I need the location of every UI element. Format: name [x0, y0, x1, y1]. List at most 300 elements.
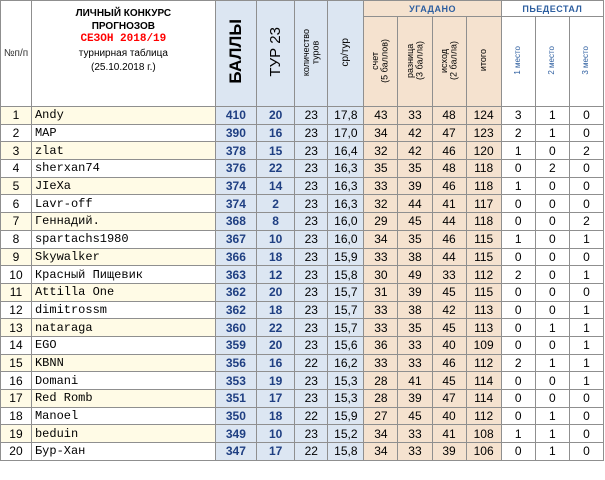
- table-row: [1, 354, 604, 372]
- place1-cell: 0: [501, 390, 535, 408]
- row-number: 10: [1, 266, 32, 284]
- avg-cell: 15,6: [328, 336, 364, 354]
- avg-cell: 15,8: [328, 266, 364, 284]
- tour-cell: 8: [257, 213, 295, 231]
- total-cell: 108: [466, 425, 501, 443]
- diff-cell: 45: [398, 213, 432, 231]
- diff-cell: 33: [398, 354, 432, 372]
- outcome-cell: 46: [432, 177, 466, 195]
- place1-cell: 0: [501, 195, 535, 213]
- header-row: [1, 1, 604, 17]
- score-cell: 34: [364, 124, 398, 142]
- points-cell: 356: [215, 354, 256, 372]
- place1-cell: 1: [501, 230, 535, 248]
- points-cell: 374: [215, 177, 256, 195]
- tour-cell: 20: [257, 336, 295, 354]
- tours-count-cell: 23: [295, 124, 328, 142]
- diff-cell: 33: [398, 336, 432, 354]
- row-number: 3: [1, 142, 32, 160]
- participant-name: Red Romb: [31, 390, 215, 408]
- participant-name: dimitrossm: [31, 301, 215, 319]
- table-title: [31, 1, 215, 107]
- participant-name: Manoel: [31, 407, 215, 425]
- diff-header: разница (3 балла): [398, 17, 432, 107]
- total-cell: 123: [466, 124, 501, 142]
- place3-cell: 1: [569, 354, 603, 372]
- podium-group-header: ПЬЕДЕСТАЛ: [501, 1, 603, 17]
- avg-cell: 17,0: [328, 124, 364, 142]
- total-cell: 113: [466, 301, 501, 319]
- points-cell: 363: [215, 266, 256, 284]
- outcome-cell: 45: [432, 283, 466, 301]
- avg-cell: 15,9: [328, 248, 364, 266]
- points-cell: 359: [215, 336, 256, 354]
- place3-cell: 1: [569, 266, 603, 284]
- points-cell: 367: [215, 230, 256, 248]
- diff-cell: 35: [398, 319, 432, 337]
- table-row: [1, 230, 604, 248]
- participant-name: EGO: [31, 336, 215, 354]
- avg-cell: 15,3: [328, 390, 364, 408]
- num-header: №п/п: [1, 1, 32, 107]
- avg-header: ср/тур: [328, 1, 364, 107]
- place1-cell: 0: [501, 443, 535, 461]
- place2-cell: 0: [535, 177, 569, 195]
- score-cell: 33: [364, 248, 398, 266]
- participant-name: Бур-Хан: [31, 443, 215, 461]
- outcome-cell: 48: [432, 160, 466, 178]
- tour-cell: 16: [257, 354, 295, 372]
- score-cell: 27: [364, 407, 398, 425]
- tours-count-cell: 23: [295, 160, 328, 178]
- total-cell: 115: [466, 248, 501, 266]
- place3-cell: 0: [569, 160, 603, 178]
- row-number: 18: [1, 407, 32, 425]
- avg-cell: 17,8: [328, 107, 364, 125]
- outcome-cell: 39: [432, 443, 466, 461]
- row-number: 8: [1, 230, 32, 248]
- place2-cell: 2: [535, 160, 569, 178]
- place1-cell: 0: [501, 336, 535, 354]
- tour-cell: 22: [257, 160, 295, 178]
- diff-cell: 35: [398, 160, 432, 178]
- diff-cell: 45: [398, 407, 432, 425]
- tour-cell: 18: [257, 301, 295, 319]
- place1-cell: 3: [501, 107, 535, 125]
- row-number: 15: [1, 354, 32, 372]
- diff-cell: 42: [398, 124, 432, 142]
- place3-cell: 1: [569, 319, 603, 337]
- total-cell: 112: [466, 407, 501, 425]
- tours-count-cell: 23: [295, 372, 328, 390]
- diff-cell: 39: [398, 177, 432, 195]
- avg-cell: 16,3: [328, 177, 364, 195]
- participant-name: Skywalker: [31, 248, 215, 266]
- score-cell: 34: [364, 443, 398, 461]
- points-cell: 378: [215, 142, 256, 160]
- points-cell: 366: [215, 248, 256, 266]
- table-row: [1, 319, 604, 337]
- diff-cell: 33: [398, 107, 432, 125]
- score-cell: 34: [364, 230, 398, 248]
- place1-cell: 0: [501, 248, 535, 266]
- tours-count-cell: 22: [295, 407, 328, 425]
- points-cell: 374: [215, 195, 256, 213]
- table-row: [1, 124, 604, 142]
- tour-cell: 22: [257, 319, 295, 337]
- place1-cell: 1: [501, 177, 535, 195]
- diff-cell: 39: [398, 390, 432, 408]
- diff-cell: 39: [398, 283, 432, 301]
- tour-cell: 12: [257, 266, 295, 284]
- outcome-cell: 45: [432, 319, 466, 337]
- tours-count-cell: 23: [295, 142, 328, 160]
- place3-cell: 0: [569, 124, 603, 142]
- score-cell: 31: [364, 283, 398, 301]
- season-label: СЕЗОН 2018/19: [80, 33, 167, 45]
- points-cell: 390: [215, 124, 256, 142]
- avg-cell: 15,7: [328, 301, 364, 319]
- outcome-cell: 46: [432, 354, 466, 372]
- total-cell: 120: [466, 142, 501, 160]
- place3-cell: 1: [569, 372, 603, 390]
- diff-cell: 38: [398, 248, 432, 266]
- place3-cell: 0: [569, 195, 603, 213]
- points-cell: 362: [215, 301, 256, 319]
- score-cell: 34: [364, 425, 398, 443]
- place1-cell: 2: [501, 354, 535, 372]
- row-number: 16: [1, 372, 32, 390]
- avg-cell: 15,8: [328, 443, 364, 461]
- points-cell: 350: [215, 407, 256, 425]
- total-cell: 118: [466, 213, 501, 231]
- avg-cell: 16,0: [328, 213, 364, 231]
- avg-cell: 16,3: [328, 195, 364, 213]
- row-number: 11: [1, 283, 32, 301]
- participant-name: MAP: [31, 124, 215, 142]
- subtitle-line-1: турнирная таблица: [78, 48, 168, 59]
- total-cell: 112: [466, 354, 501, 372]
- tours-count-cell: 23: [295, 213, 328, 231]
- participant-name: JIeXa: [31, 177, 215, 195]
- avg-cell: 16,2: [328, 354, 364, 372]
- outcome-cell: 47: [432, 124, 466, 142]
- points-cell: 349: [215, 425, 256, 443]
- diff-cell: 35: [398, 230, 432, 248]
- tours-count-cell: 23: [295, 390, 328, 408]
- place3-cell: 0: [569, 177, 603, 195]
- score-cell: 33: [364, 177, 398, 195]
- row-number: 17: [1, 390, 32, 408]
- avg-cell: 16,0: [328, 230, 364, 248]
- place1-cell: 0: [501, 319, 535, 337]
- table-row: [1, 301, 604, 319]
- score-cell: 28: [364, 390, 398, 408]
- score-cell: 28: [364, 372, 398, 390]
- tour-cell: 2: [257, 195, 295, 213]
- place2-cell: 1: [535, 319, 569, 337]
- outcome-cell: 40: [432, 336, 466, 354]
- participant-name: Геннадий.: [31, 213, 215, 231]
- place2-cell: 0: [535, 248, 569, 266]
- place3-cell: 1: [569, 336, 603, 354]
- participant-name: sherxan74: [31, 160, 215, 178]
- diff-cell: 33: [398, 443, 432, 461]
- outcome-header: исход (2 балла): [432, 17, 466, 107]
- tours-count-header: количество туров: [295, 1, 328, 107]
- tour-cell: 15: [257, 142, 295, 160]
- place1-cell: 0: [501, 372, 535, 390]
- tours-count-cell: 23: [295, 230, 328, 248]
- row-number: 12: [1, 301, 32, 319]
- total-cell: 114: [466, 390, 501, 408]
- place3-cell: 0: [569, 407, 603, 425]
- place3-header: 3 место: [569, 17, 603, 107]
- tour-cell: 18: [257, 248, 295, 266]
- avg-cell: 15,7: [328, 283, 364, 301]
- points-cell: 368: [215, 213, 256, 231]
- score-cell: 33: [364, 319, 398, 337]
- participant-name: spartachs1980: [31, 230, 215, 248]
- avg-cell: 15,9: [328, 407, 364, 425]
- place3-cell: 1: [569, 301, 603, 319]
- score-cell: 30: [364, 266, 398, 284]
- place3-cell: 1: [569, 230, 603, 248]
- tour-cell: 20: [257, 283, 295, 301]
- points-cell: 376: [215, 160, 256, 178]
- table-row: [1, 248, 604, 266]
- table-row: [1, 213, 604, 231]
- participant-name: Lavr-off: [31, 195, 215, 213]
- outcome-cell: 46: [432, 142, 466, 160]
- place2-cell: 1: [535, 107, 569, 125]
- row-number: 19: [1, 425, 32, 443]
- total-cell: 118: [466, 177, 501, 195]
- row-number: 20: [1, 443, 32, 461]
- outcome-cell: 45: [432, 372, 466, 390]
- participant-name: nataraga: [31, 319, 215, 337]
- place2-cell: 0: [535, 213, 569, 231]
- place2-cell: 1: [535, 407, 569, 425]
- diff-cell: 38: [398, 301, 432, 319]
- avg-cell: 15,2: [328, 425, 364, 443]
- row-number: 9: [1, 248, 32, 266]
- place1-header: 1 место: [501, 17, 535, 107]
- row-number: 6: [1, 195, 32, 213]
- tour-cell: 10: [257, 425, 295, 443]
- tour-cell: 20: [257, 107, 295, 125]
- place2-cell: 1: [535, 443, 569, 461]
- place1-cell: 0: [501, 407, 535, 425]
- table-row: [1, 142, 604, 160]
- participant-name: Красный Пищевик: [31, 266, 215, 284]
- score-cell: 33: [364, 301, 398, 319]
- tour-header: ТУР 23: [257, 1, 295, 107]
- title-line-1: ЛИЧНЫЙ КОНКУРС: [75, 8, 172, 19]
- table-row: [1, 425, 604, 443]
- points-cell: 347: [215, 443, 256, 461]
- table-body: [1, 107, 604, 461]
- place2-header: 2 место: [535, 17, 569, 107]
- total-cell: 114: [466, 372, 501, 390]
- place2-cell: 1: [535, 124, 569, 142]
- participant-name: beduin: [31, 425, 215, 443]
- place1-cell: 0: [501, 283, 535, 301]
- table-row: [1, 407, 604, 425]
- table-row: [1, 160, 604, 178]
- row-number: 7: [1, 213, 32, 231]
- total-cell: 117: [466, 195, 501, 213]
- tours-count-cell: 23: [295, 319, 328, 337]
- avg-cell: 15,3: [328, 372, 364, 390]
- place2-cell: 0: [535, 195, 569, 213]
- place3-cell: 0: [569, 425, 603, 443]
- table-row: [1, 266, 604, 284]
- title-line-2: ПРОГНОЗОВ: [91, 21, 156, 32]
- place2-cell: 0: [535, 336, 569, 354]
- table-row: [1, 177, 604, 195]
- score-cell: 33: [364, 354, 398, 372]
- outcome-cell: 44: [432, 213, 466, 231]
- tour-cell: 17: [257, 390, 295, 408]
- outcome-cell: 41: [432, 425, 466, 443]
- row-number: 5: [1, 177, 32, 195]
- tour-cell: 16: [257, 124, 295, 142]
- tours-count-cell: 23: [295, 248, 328, 266]
- avg-cell: 15,7: [328, 319, 364, 337]
- outcome-cell: 44: [432, 248, 466, 266]
- total-cell: 109: [466, 336, 501, 354]
- place1-cell: 2: [501, 124, 535, 142]
- points-cell: 351: [215, 390, 256, 408]
- place2-cell: 0: [535, 372, 569, 390]
- diff-cell: 44: [398, 195, 432, 213]
- place2-cell: 0: [535, 230, 569, 248]
- score-cell: 35: [364, 160, 398, 178]
- tours-count-cell: 23: [295, 177, 328, 195]
- participant-name: KBNN: [31, 354, 215, 372]
- place3-cell: 0: [569, 248, 603, 266]
- tours-count-cell: 23: [295, 266, 328, 284]
- diff-cell: 41: [398, 372, 432, 390]
- points-cell: 410: [215, 107, 256, 125]
- tours-count-cell: 23: [295, 301, 328, 319]
- place3-cell: 2: [569, 142, 603, 160]
- tours-count-cell: 23: [295, 195, 328, 213]
- place3-cell: 0: [569, 107, 603, 125]
- score-cell: 32: [364, 195, 398, 213]
- avg-cell: 16,4: [328, 142, 364, 160]
- place2-cell: 0: [535, 301, 569, 319]
- total-header: итого: [466, 17, 501, 107]
- place3-cell: 0: [569, 390, 603, 408]
- diff-cell: 33: [398, 425, 432, 443]
- row-number: 4: [1, 160, 32, 178]
- points-cell: 353: [215, 372, 256, 390]
- table-row: [1, 107, 604, 125]
- table-row: [1, 443, 604, 461]
- outcome-cell: 42: [432, 301, 466, 319]
- table-row: [1, 336, 604, 354]
- total-cell: 115: [466, 230, 501, 248]
- total-cell: 115: [466, 283, 501, 301]
- outcome-cell: 33: [432, 266, 466, 284]
- place3-cell: 2: [569, 213, 603, 231]
- diff-cell: 42: [398, 142, 432, 160]
- total-cell: 112: [466, 266, 501, 284]
- place2-cell: 0: [535, 390, 569, 408]
- outcome-cell: 46: [432, 230, 466, 248]
- score-header: счет (5 баллов): [364, 17, 398, 107]
- tours-count-cell: 22: [295, 354, 328, 372]
- table-row: [1, 283, 604, 301]
- place1-cell: 0: [501, 301, 535, 319]
- participant-name: Attilla One: [31, 283, 215, 301]
- tours-count-cell: 22: [295, 443, 328, 461]
- outcome-cell: 48: [432, 107, 466, 125]
- outcome-cell: 41: [432, 195, 466, 213]
- place1-cell: 1: [501, 142, 535, 160]
- tour-cell: 18: [257, 407, 295, 425]
- table-row: [1, 390, 604, 408]
- total-cell: 113: [466, 319, 501, 337]
- place1-cell: 0: [501, 213, 535, 231]
- place2-cell: 0: [535, 283, 569, 301]
- row-number: 14: [1, 336, 32, 354]
- place2-cell: 0: [535, 266, 569, 284]
- place2-cell: 0: [535, 142, 569, 160]
- tour-cell: 14: [257, 177, 295, 195]
- participant-name: Andy: [31, 107, 215, 125]
- participant-name: Domani: [31, 372, 215, 390]
- place3-cell: 0: [569, 443, 603, 461]
- outcome-cell: 40: [432, 407, 466, 425]
- place2-cell: 1: [535, 425, 569, 443]
- total-cell: 124: [466, 107, 501, 125]
- tour-cell: 17: [257, 443, 295, 461]
- row-number: 1: [1, 107, 32, 125]
- table-row: [1, 372, 604, 390]
- score-cell: 36: [364, 336, 398, 354]
- tour-cell: 19: [257, 372, 295, 390]
- guessed-group-header: УГАДАНО: [364, 1, 501, 17]
- score-cell: 43: [364, 107, 398, 125]
- points-cell: 360: [215, 319, 256, 337]
- place1-cell: 0: [501, 160, 535, 178]
- tours-count-cell: 23: [295, 425, 328, 443]
- row-number: 13: [1, 319, 32, 337]
- tours-count-cell: 23: [295, 336, 328, 354]
- avg-cell: 16,3: [328, 160, 364, 178]
- diff-cell: 49: [398, 266, 432, 284]
- participant-name: zlat: [31, 142, 215, 160]
- table-row: [1, 195, 604, 213]
- points-cell: 362: [215, 283, 256, 301]
- place1-cell: 2: [501, 266, 535, 284]
- tours-count-cell: 23: [295, 283, 328, 301]
- total-cell: 118: [466, 160, 501, 178]
- place2-cell: 1: [535, 354, 569, 372]
- row-number: 2: [1, 124, 32, 142]
- points-header: БАЛЛЫ: [215, 1, 256, 107]
- place1-cell: 1: [501, 425, 535, 443]
- subtitle-line-2: (25.10.2018 г.): [91, 62, 156, 73]
- tours-count-cell: 23: [295, 107, 328, 125]
- place3-cell: 0: [569, 283, 603, 301]
- score-cell: 32: [364, 142, 398, 160]
- total-cell: 106: [466, 443, 501, 461]
- outcome-cell: 47: [432, 390, 466, 408]
